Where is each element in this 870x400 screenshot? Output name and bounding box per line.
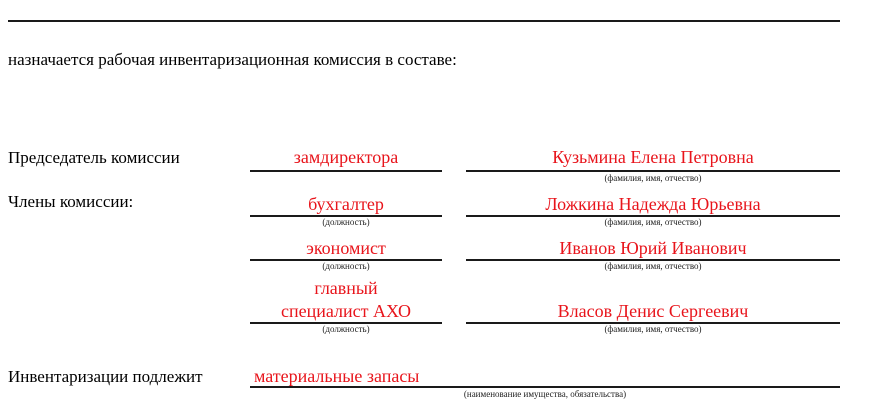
member-2-position-hint: (должность) xyxy=(322,261,370,271)
subject-label: Инвентаризации подлежит xyxy=(8,367,203,386)
subject-line xyxy=(250,386,840,388)
chairman-label: Председатель комиссии xyxy=(8,148,180,167)
subject-hint: (наименование имущества, обязательства) xyxy=(463,389,627,399)
member-2-name-hint: (фамилия, имя, отчество) xyxy=(604,261,702,271)
subject-value: материальные запасы xyxy=(254,366,420,386)
member-3-name: Власов Денис Сергеевич xyxy=(557,301,749,321)
member-1-position: бухгалтер xyxy=(308,194,384,214)
chairman-position: замдиректора xyxy=(293,147,399,167)
member-3-position-line2: специалист АХО xyxy=(280,301,412,321)
top-rule xyxy=(8,20,840,22)
chairman-name-hint: (фамилия, имя, отчество) xyxy=(604,173,702,183)
members-label: Члены комиссии: xyxy=(8,192,134,211)
chairman-name: Кузьмина Елена Петровна xyxy=(552,147,754,167)
member-1-position-hint: (должность) xyxy=(322,217,370,227)
member-1-name: Ложкина Надежда Юрьевна xyxy=(545,194,761,214)
intro-text: назначается рабочая инвентаризационная комиссия в составе: xyxy=(8,50,457,69)
member-1-name-hint: (фамилия, имя, отчество) xyxy=(604,217,702,227)
member-3-position-hint: (должность) xyxy=(322,324,370,334)
member-2-position: экономист xyxy=(306,238,386,258)
chairman-name-line xyxy=(466,170,840,172)
member-2-name: Иванов Юрий Иванович xyxy=(559,238,747,258)
member-3-name-hint: (фамилия, имя, отчество) xyxy=(604,324,702,334)
chairman-position-line xyxy=(250,170,442,172)
member-3-position-line1: главный xyxy=(314,278,378,298)
